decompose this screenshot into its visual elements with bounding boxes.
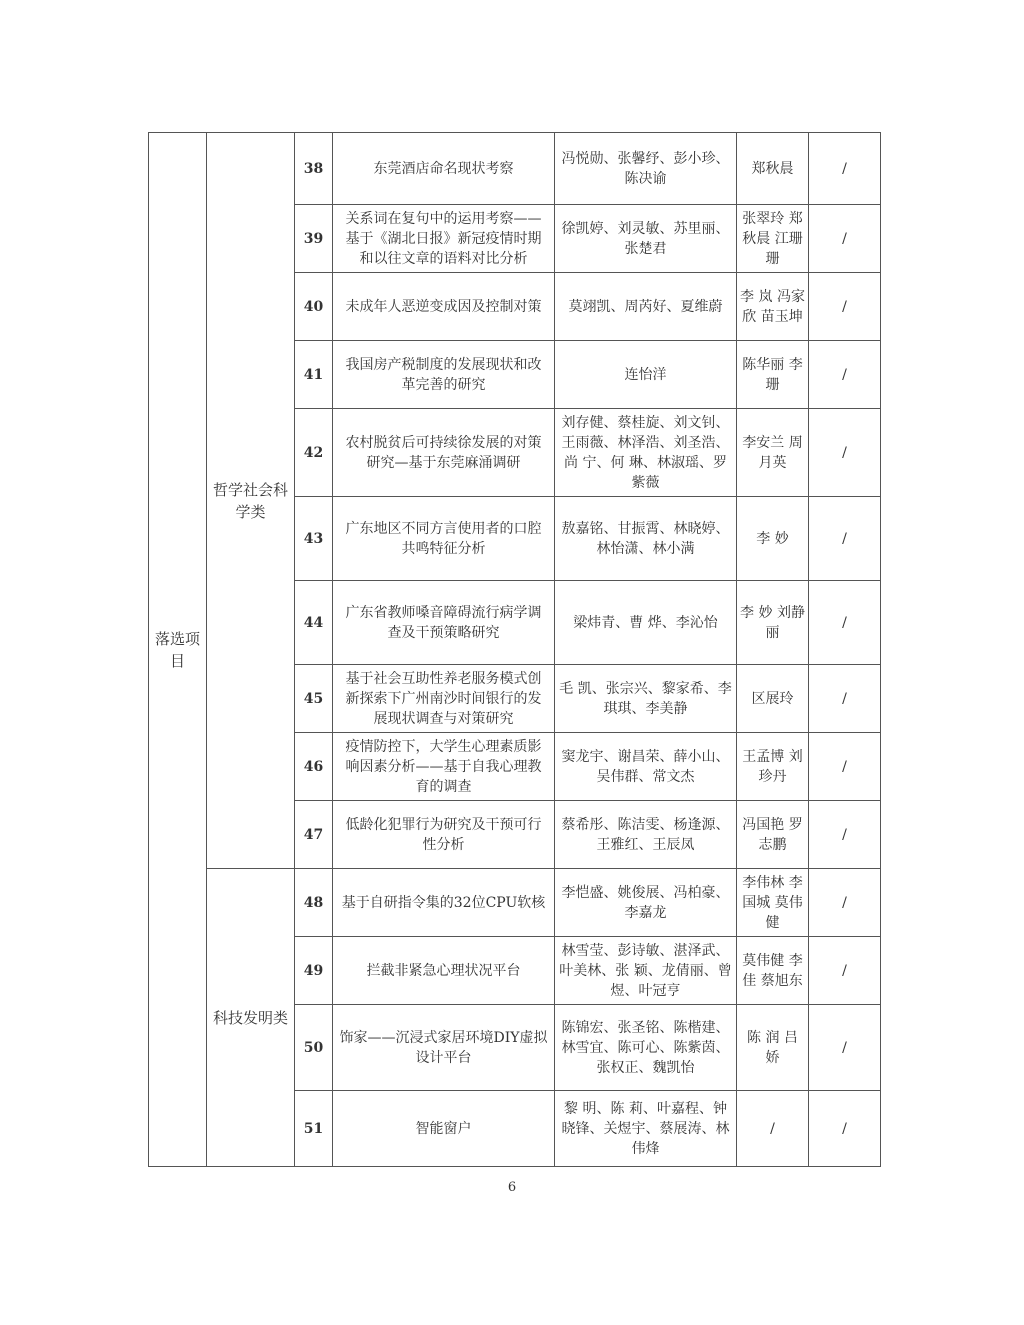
note: /	[809, 665, 881, 733]
note: /	[809, 869, 881, 937]
note: /	[809, 341, 881, 409]
row-number: 47	[295, 801, 333, 869]
row-number: 51	[295, 1091, 333, 1167]
note: /	[809, 497, 881, 581]
projects-table	[148, 132, 881, 1167]
table-row	[149, 133, 881, 205]
members: 窦龙宇、谢昌荣、薛小山、吴伟群、常文杰	[555, 733, 737, 801]
row-number: 39	[295, 205, 333, 273]
advisor: 李 妙	[737, 497, 809, 581]
project-title: 农村脱贫后可持续徐发展的对策研究—基于东莞麻涌调研	[333, 409, 555, 497]
project-title: 关系词在复句中的运用考察——基于《湖北日报》新冠疫情时期和以往文章的语料对比分析	[333, 205, 555, 273]
row-number: 41	[295, 341, 333, 409]
members: 李恺盛、姚俊展、冯柏豪、李嘉龙	[555, 869, 737, 937]
members: 连怡洋	[555, 341, 737, 409]
note: /	[809, 581, 881, 665]
project-title: 广东省教师嗓音障碍流行病学调查及干预策略研究	[333, 581, 555, 665]
note: /	[809, 1005, 881, 1091]
note: /	[809, 1091, 881, 1167]
project-title: 基于社会互助性养老服务模式创新探索下广州南沙时间银行的发展现状调查与对策研究	[333, 665, 555, 733]
advisor: 李安兰 周月英	[737, 409, 809, 497]
advisor: 区展玲	[737, 665, 809, 733]
advisor: /	[737, 1091, 809, 1167]
note: /	[809, 801, 881, 869]
advisor: 郑秋晨	[737, 133, 809, 205]
advisor: 李 妙 刘静丽	[737, 581, 809, 665]
advisor: 李伟林 李国城 莫伟健	[737, 869, 809, 937]
row-number: 46	[295, 733, 333, 801]
project-title: 拦截非紧急心理状况平台	[333, 937, 555, 1005]
advisor: 陈华丽 李 珊	[737, 341, 809, 409]
members: 林雪莹、彭诗敏、湛泽武、叶美林、张 颖、龙倩丽、曾 煜、叶冠亨	[555, 937, 737, 1005]
row-number: 49	[295, 937, 333, 1005]
note: /	[809, 733, 881, 801]
advisor: 张翠玲 郑秋晨 江珊珊	[737, 205, 809, 273]
project-title: 疫情防控下，大学生心理素质影响因素分析——基于自我心理教育的调查	[333, 733, 555, 801]
members: 徐凯婷、刘灵敏、苏里丽、张楚君	[555, 205, 737, 273]
members: 蔡希彤、陈洁雯、杨逢源、王雅红、王辰凤	[555, 801, 737, 869]
members: 黎 明、陈 莉、叶嘉程、钟晓锋、关煜宇、蔡展涛、林伟烽	[555, 1091, 737, 1167]
row-number: 40	[295, 273, 333, 341]
members: 梁炜青、曹 烨、李沁怡	[555, 581, 737, 665]
project-title: 饰家——沉浸式家居环境DIY虚拟设计平台	[333, 1005, 555, 1091]
note: /	[809, 133, 881, 205]
project-title: 广东地区不同方言使用者的口腔共鸣特征分析	[333, 497, 555, 581]
advisor: 莫伟健 李 佳 蔡旭东	[737, 937, 809, 1005]
members: 陈锦宏、张圣铭、陈楷建、林雪宜、陈可心、陈紫茵、张权正、魏凯怡	[555, 1005, 737, 1091]
members: 毛 凯、张宗兴、黎家希、李琪琪、李美静	[555, 665, 737, 733]
members: 刘存健、蔡桂旋、刘文钊、王雨薇、林泽浩、刘圣浩、尚 宁、何 琳、林淑瑶、罗紫薇	[555, 409, 737, 497]
advisor: 王孟博 刘珍丹	[737, 733, 809, 801]
note: /	[809, 409, 881, 497]
project-title: 智能窗户	[333, 1091, 555, 1167]
members: 冯悦勋、张馨纾、彭小珍、陈决谕	[555, 133, 737, 205]
category-philosophy: 哲学社会科学类	[207, 133, 295, 869]
members: 敖嘉铭、甘振霄、林晓婷、林怡潇、林小满	[555, 497, 737, 581]
group-cell: 落选项目	[149, 133, 207, 1167]
row-number: 45	[295, 665, 333, 733]
row-number: 50	[295, 1005, 333, 1091]
project-title: 未成年人恶逆变成因及控制对策	[333, 273, 555, 341]
advisor: 陈 润 吕 娇	[737, 1005, 809, 1091]
project-title: 我国房产税制度的发展现状和改革完善的研究	[333, 341, 555, 409]
category-technology: 科技发明类	[207, 869, 295, 1167]
project-title: 低龄化犯罪行为研究及干预可行性分析	[333, 801, 555, 869]
row-number: 38	[295, 133, 333, 205]
row-number: 42	[295, 409, 333, 497]
table-row	[149, 869, 881, 937]
members: 莫翊凯、周芮好、夏维蔚	[555, 273, 737, 341]
advisor: 李 岚 冯家欣 苗玉坤	[737, 273, 809, 341]
row-number: 48	[295, 869, 333, 937]
page-number: 6	[507, 1180, 517, 1195]
project-title: 东莞酒店命名现状考察	[333, 133, 555, 205]
row-number: 43	[295, 497, 333, 581]
project-title: 基于自研指令集的32位CPU软核	[333, 869, 555, 937]
note: /	[809, 205, 881, 273]
note: /	[809, 937, 881, 1005]
note: /	[809, 273, 881, 341]
advisor: 冯国艳 罗志鹏	[737, 801, 809, 869]
row-number: 44	[295, 581, 333, 665]
